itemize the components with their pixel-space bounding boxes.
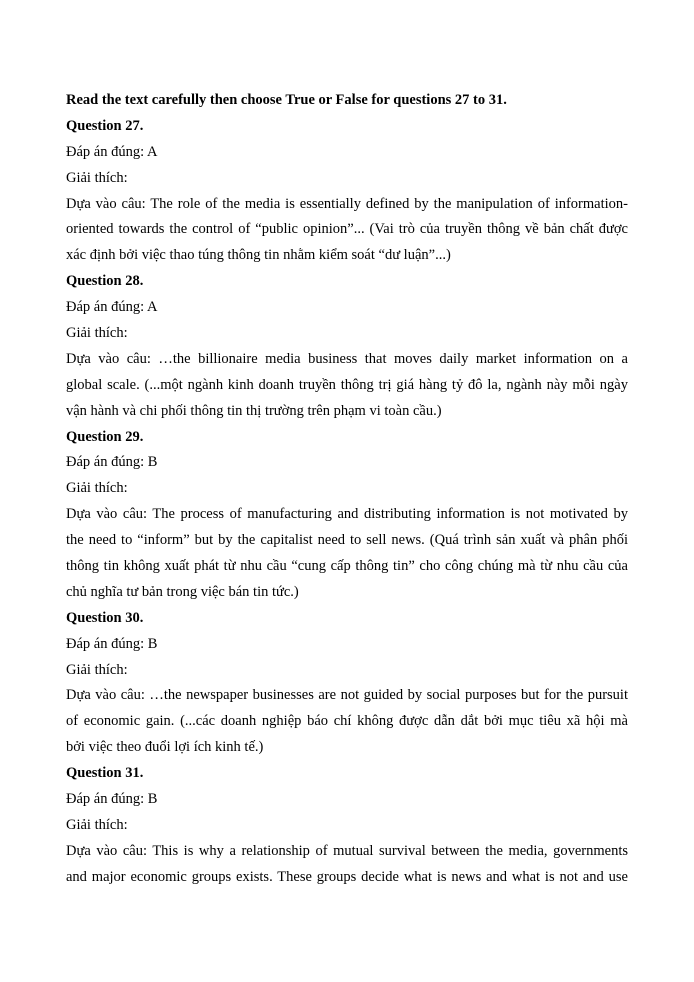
- explanation-line: Dựa vào câu: …the billionaire media business that moves daily market information on a: [66, 350, 628, 367]
- question-28-block: [66, 269, 628, 424]
- explanation-line: and major economic groups exists. These groups decide what is news and what is not and use: [66, 868, 628, 885]
- question-30-block: [66, 606, 628, 761]
- explanation-line: thông tin không xuất phát từ nhu cầu “cung cấp thông tin” cho công chúng mà từ nhu cầu của: [66, 558, 628, 575]
- answer-line: Đáp án đúng: A: [66, 143, 158, 160]
- explanation-label: Giải thích:: [66, 325, 128, 342]
- question-title: Question 28.: [66, 273, 144, 290]
- explanation-line: global scale. (...một ngành kinh doanh truyền thông trị giá hàng tỷ đô la, ngành này mỗi ngày: [66, 376, 628, 393]
- explanation-line: chủ nghĩa tư bản trong việc bán tin tức.): [66, 583, 299, 600]
- explanation-label: Giải thích:: [66, 816, 128, 833]
- question-29-block: [66, 425, 628, 606]
- instruction-heading: Read the text carefully then choose True or False for questions 27 to 31.: [66, 92, 507, 108]
- explanation-line: vận hành và chi phối thông tin thị trường trên phạm vi toàn cầu.): [66, 402, 442, 419]
- explanation-line: Dựa vào câu: …the newspaper businesses are not guided by social purposes but for the pursuit: [66, 687, 628, 704]
- explanation-line: xác định bởi việc thao túng thông tin nhằm kiểm soát “dư luận”...): [66, 247, 451, 264]
- question-31-block: [66, 761, 628, 890]
- explanation-line: Dựa vào câu: The process of manufacturing and distributing information is not motivated by: [66, 506, 628, 523]
- question-title: Question 31.: [66, 765, 144, 782]
- explanation-line: the need to “inform” but by the capitalist need to sell news. (Quá trình sản xuất và phân phối: [66, 532, 628, 549]
- document-page: [66, 88, 628, 891]
- answer-line: Đáp án đúng: B: [66, 635, 158, 652]
- explanation-line: of economic gain. (...các doanh nghiệp báo chí không được dẫn dắt bởi mục tiêu xã hội mà: [66, 713, 628, 730]
- answer-line: Đáp án đúng: B: [66, 454, 158, 471]
- answer-line: Đáp án đúng: A: [66, 299, 158, 316]
- question-title: Question 30.: [66, 609, 144, 626]
- explanation-label: Giải thích:: [66, 480, 128, 497]
- question-title: Question 29.: [66, 428, 144, 445]
- question-27-block: [66, 114, 628, 269]
- answer-line: Đáp án đúng: B: [66, 791, 158, 808]
- explanation-label: Giải thích:: [66, 661, 128, 678]
- explanation-label: Giải thích:: [66, 169, 128, 186]
- explanation-line: Dựa vào câu: The role of the media is essentially defined by the manipulation of information-: [66, 195, 628, 212]
- question-title: Question 27.: [66, 117, 144, 134]
- explanation-line: bởi việc theo đuổi lợi ích kinh tế.): [66, 739, 264, 756]
- explanation-line: oriented towards the control of “public opinion”... (Vai trò của truyền thông về bản chất được: [66, 221, 628, 238]
- explanation-line: Dựa vào câu: This is why a relationship of mutual survival between the media, governments: [66, 842, 628, 859]
